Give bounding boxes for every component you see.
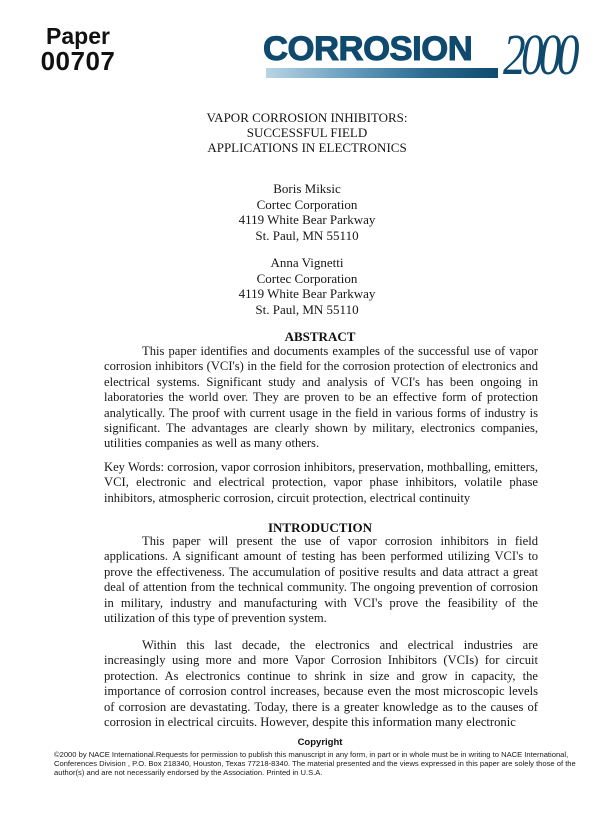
introduction-heading: INTRODUCTION bbox=[267, 520, 372, 535]
author-block bbox=[0, 181, 614, 243]
logo-gradient-bar bbox=[266, 68, 498, 78]
keywords: Key Words: corrosion, vapor corrosion inhibitors, preservation, mothballing, emitters, VCI, electronic and electrical protection, vapor phase inhibitors, volatile phase inhibitors, atmospheric corrosion, circuit protection, electrical continuity bbox=[104, 460, 538, 505]
title-line: VAPOR CORROSION INHIBITORS: bbox=[206, 110, 408, 125]
author-name: Anna Vignetti bbox=[270, 255, 344, 270]
author-organization: Cortec Corporation bbox=[256, 196, 358, 212]
logo-year: 2000 bbox=[503, 22, 575, 87]
author-city: St. Paul, MN 55110 bbox=[255, 227, 359, 243]
paper-title bbox=[0, 110, 614, 155]
paper-label: Paper bbox=[46, 23, 110, 49]
paper-number: 00707 bbox=[40, 46, 116, 76]
copyright-heading: Copyright bbox=[297, 737, 343, 748]
corrosion-2000-logo bbox=[263, 22, 583, 87]
abstract-text: This paper identifies and documents examples of the successful use of vapor corrosion inhibitors (VCI's) in the field for the corrosion protection of electronics and electrical systems. Significant study and analysis of VCI's has been ongoing in laboratories the world over. They are proven to be an effective form of protection analytically. The proof with current usage in the field in various forms of industry is significant. The advantages are clearly shown by military, electronics companies, utilities companies as well as many others. bbox=[104, 344, 538, 451]
copyright-text: ©2000 by NACE International.Requests for permission to publish this manuscript in any form, in part or in whole must be in writing to NACE International, Conferences Division , P.O. Box 218340, Houston, Texas 77218-8340. The material presented and the views expressed in this paper are solely those of the author(s) and are not necessarily endorsed by the Association. Printed in U.S.A. bbox=[54, 750, 576, 777]
title-line: SUCCESSFUL FIELD bbox=[246, 125, 368, 140]
author-street: 4119 White Bear Parkway bbox=[238, 212, 376, 227]
introduction-paragraph: Within this last decade, the electronics and electrical industries are increasingly using more and more Vapor Corrosion Inhibitors (VCIs) for circuit protection. As electronics continue to shrink in size and grow in capacity, the importance of corrosion control increases, because even the most microscopic levels of corrosion are devastating. Today, there is a greater knowledge as to the causes of corrosion in electrical circuits. However, despite this information many electronic bbox=[104, 638, 538, 730]
introduction-paragraph: This paper will present the use of vapor corrosion inhibitors in field applications. A significant amount of testing has been performed utilizing VCI's to prove the effectiveness. The accumulation of positive results and data attract a great deal of attention from the technical community. The ongoing prevention of corrosion in military, industry and manufacturing with VCI's prove the feasibility of the utilization of this type of prevention system. bbox=[104, 534, 538, 626]
author-block bbox=[0, 255, 614, 317]
logo-word: CORROSION bbox=[263, 30, 473, 68]
author-name: Boris Miksic bbox=[273, 181, 341, 196]
author-city: St. Paul, MN 55110 bbox=[255, 301, 359, 317]
author-organization: Cortec Corporation bbox=[256, 270, 358, 286]
author-street: 4119 White Bear Parkway bbox=[238, 286, 376, 301]
abstract-heading: ABSTRACT bbox=[284, 329, 356, 344]
paper-id bbox=[38, 24, 118, 74]
title-line: APPLICATIONS IN ELECTRONICS bbox=[207, 140, 407, 155]
